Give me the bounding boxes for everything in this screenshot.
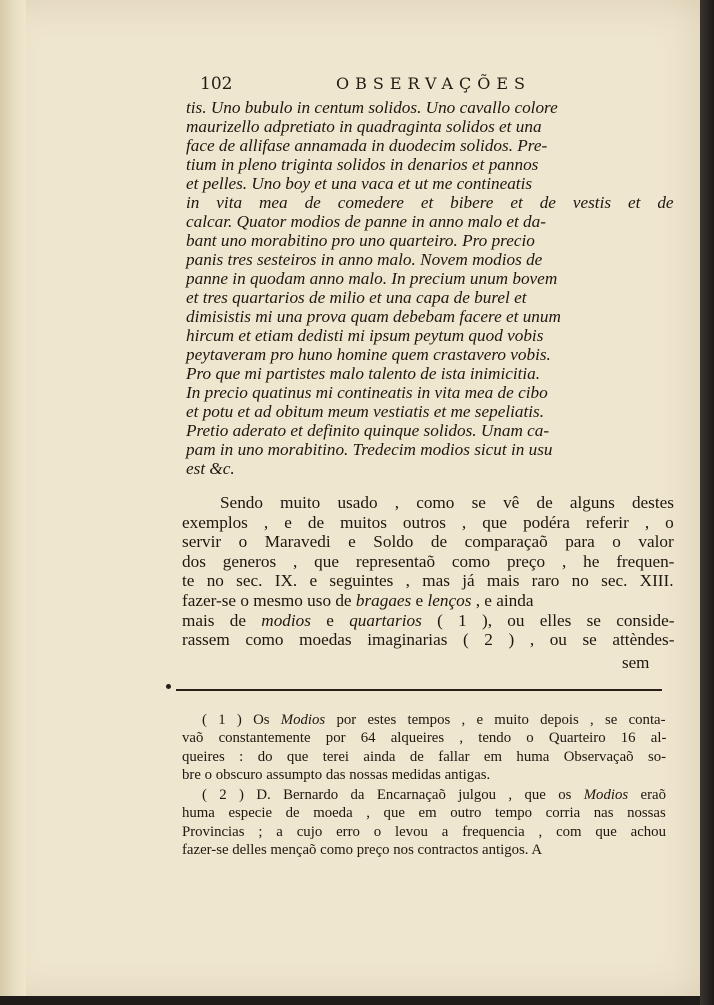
footnote-text: ( 1 ) Os — [202, 712, 281, 728]
body-text: e — [411, 590, 428, 610]
latin-line: panis tres sesteiros in anno malo. Novem modios de — [186, 250, 543, 269]
footnote-line: bre o obscuro assumpto das nossas medidas antigas. — [182, 766, 491, 783]
catchword: sem — [622, 653, 650, 672]
body-line — [182, 591, 674, 611]
latin-line: In precio quatinus mi contineatis in vita mea de cibo — [186, 383, 548, 402]
latin-line: maurizello adpretiato in quadraginta solidos et una — [186, 117, 542, 136]
footnote-line: Provincias ; a cujo erro o levou a frequencia , com que achou — [182, 823, 666, 840]
footnote-text: eraõ — [628, 787, 666, 804]
footnote-line: huma especie de moeda , que em outro tempo corria nas nossas — [182, 805, 666, 822]
footnote-rule-dot — [166, 684, 171, 689]
italic-term: lenços — [427, 590, 472, 610]
latin-line: et tres quartarios de milio et una capa de burel et — [186, 288, 527, 307]
footnotes — [182, 711, 666, 859]
footnote-line: fazer-se delles mençaõ como preço nos contractos antigos. A — [182, 842, 543, 859]
body-line: exemplos , e de muitos outros , que podéra referir , o — [182, 512, 674, 532]
body-text: e — [310, 610, 350, 630]
deckled-page-edge — [0, 0, 26, 1000]
page-number: 102 — [200, 74, 233, 94]
latin-line: est &c. — [186, 459, 235, 478]
page-bottom-shadow — [0, 996, 700, 1005]
page-header — [196, 74, 636, 98]
italic-term: modios — [261, 610, 311, 630]
latin-line: pam in uno morabitino. Tredecim modios sicut in usu — [186, 440, 553, 459]
latin-line: Pretio aderato et definito quinque solidos. Unam ca- — [186, 421, 550, 440]
body-line: dos generos , que representaõ como preço , he frequen- — [182, 551, 675, 571]
latin-quotation-block — [186, 98, 674, 478]
body-text: fazer-se o mesmo uso de — [182, 590, 356, 610]
latin-line: tium in pleno triginta solidos in denarios et pannos — [186, 155, 539, 174]
italic-term: Modios — [280, 712, 326, 728]
footnote-text: ( 2 ) D. Bernardo da Encarnaçaõ julgou , que os — [202, 787, 584, 804]
footnote-text: por estes tempos , e muito depois , se conta- — [325, 712, 666, 728]
latin-line: bant uno morabitino pro uno quarteiro. Pro precio — [186, 231, 535, 250]
body-text: , e ainda — [471, 590, 534, 610]
latin-line: face de allifase annamada in duodecim solidos. Pre- — [186, 136, 548, 155]
running-head: OBSERVAÇÕES — [336, 74, 532, 93]
body-line: te no sec. IX. e seguintes , mas já mais raro no sec. XIII. — [182, 571, 674, 591]
footnote-separator-rule — [176, 689, 662, 691]
latin-line: et potu et ad obitum meum vestiatis et me sepeliatis. — [186, 402, 545, 421]
latin-line: in vita mea de comedere et bibere et de vestis et de — [186, 193, 674, 212]
body-line: servir o Maravedi e Soldo de comparaçaõ para o valor — [182, 532, 674, 552]
footnote-line: vaõ constantemente por 64 alqueires , tendo o Quarteiro 16 al- — [182, 730, 667, 747]
footnote-line — [182, 711, 666, 729]
italic-term: Modios — [583, 787, 629, 804]
body-line: rassem como moedas imaginarias ( 2 ) , ou se attèndes- — [182, 630, 675, 650]
latin-line: peytaveram pro huno homine quem crastavero vobis. — [186, 345, 551, 364]
footnote-line — [182, 786, 666, 804]
footnote-line: queires : do que terei ainda de fallar em huma Observaçaõ so- — [182, 748, 667, 765]
body-text: mais de — [182, 610, 262, 630]
latin-line: tis. Uno bubulo in centum solidos. Uno cavallo colore — [186, 98, 558, 117]
latin-line: et pelles. Uno boy et una vaca et ut me contineatis — [186, 174, 533, 193]
latin-line: hircum et etiam dedisti mi ipsum peytum quod vobis — [186, 326, 544, 345]
book-binding-edge — [700, 0, 714, 1005]
body-line: Sendo muito usado , como se vê de alguns destes — [220, 493, 674, 512]
body-text: ( 1 ), ou elles se conside- — [421, 610, 675, 630]
body-paragraph — [182, 493, 674, 650]
body-line — [182, 611, 674, 631]
latin-line: dimisistis mi una prova quam debebam facere et unum — [186, 307, 561, 326]
italic-term: quartarios — [349, 610, 422, 630]
latin-line: panne in quodam anno malo. In precium unum bovem — [186, 269, 558, 288]
latin-line: calcar. Quator modios de panne in anno malo et da- — [186, 212, 546, 231]
latin-line: Pro que mi partistes malo talento de ista inimicitia. — [186, 364, 541, 383]
italic-term: bragaes — [355, 590, 412, 610]
